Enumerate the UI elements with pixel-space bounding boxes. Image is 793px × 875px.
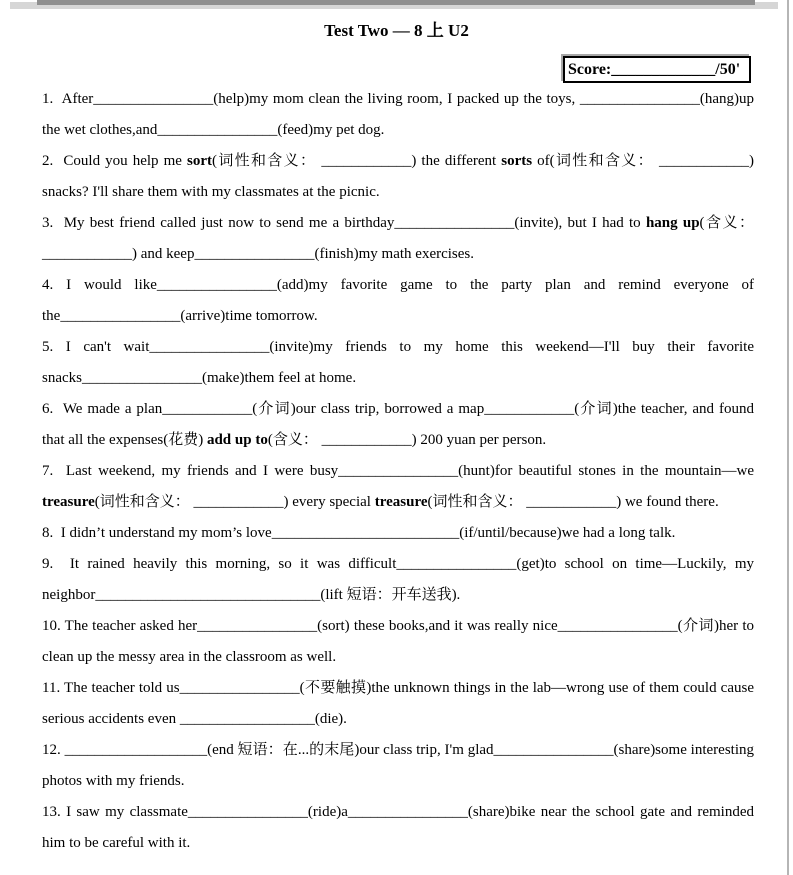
question-2-bold-term: sorts <box>501 153 533 169</box>
question-4-text: 4. I would like________________(add)my favorite game to the party plan and remind everyone of the________________(arrive)time tomorrow. <box>42 277 758 324</box>
question-7-text: 7. Last weekend, my friends and I were busy________________(hunt)for beautiful stones in the mountain—we <box>42 463 758 479</box>
questions <box>42 84 758 859</box>
question-2 <box>42 146 758 208</box>
question-11 <box>42 673 758 735</box>
question-7-text: (词性和含义： ____________) we found there. <box>427 494 719 510</box>
question-11-text: 11. The teacher told us________________(不要触摸)the unknown things in the lab—wrong use of them could cause serious accidents even __________________(die). <box>42 680 758 727</box>
question-7-bold-term: treasure <box>374 494 428 510</box>
question-10-text: 10. The teacher asked her________________(sort) these books,and it was really nice________________(介词)her to clean up the messy area in the classroom as well. <box>42 618 758 665</box>
question-2-bold-term: sort <box>187 153 213 169</box>
question-6-text: (含义： ____________) 200 yuan per person. <box>267 432 547 448</box>
score-label: Score:_____________/50' <box>568 61 741 78</box>
question-1-text: 1. After________________(help)my mom clean the living room, I packed up the toys, ________________(hang)up the wet clothes,and________________(feed)my pet dog. <box>42 91 758 138</box>
question-2-text: (词性和含义： ____________) the different <box>212 153 502 169</box>
page-right-edge-line <box>787 0 789 875</box>
question-6-bold-term: add up to <box>206 432 268 448</box>
question-7 <box>42 456 758 518</box>
question-10 <box>42 611 758 673</box>
question-4 <box>42 270 758 332</box>
question-12 <box>42 735 758 797</box>
question-13 <box>42 797 758 859</box>
page-top-edge <box>37 0 755 5</box>
question-5-text: 5. I can't wait________________(invite)my friends to my home this weekend—I'll buy their favorite snacks________________(make)them feel at home. <box>42 339 758 386</box>
question-2-text: 2. Could you help me <box>42 153 188 169</box>
question-6 <box>42 394 758 456</box>
question-7-text: (词性和含义： ____________) every special <box>94 494 375 510</box>
question-12-text: 12. ___________________(end 短语：在...的末尾)our class trip, I'm glad________________(share)some interesting photos with my friends. <box>42 742 758 789</box>
score-box <box>563 56 751 83</box>
question-3-text: (含义： ____________) and keep________________(finish)my math exercises. <box>42 215 758 262</box>
question-2-text: of(词性和含义： ____________) snacks? I'll share them with my classmates at the picnic. <box>42 153 758 200</box>
question-1 <box>42 84 758 146</box>
question-7-bold-term: treasure <box>42 494 95 510</box>
question-9-text: 9. It rained heavily this morning, so it was difficult________________(get)to school on time—Luckily, my neighbor______________________________(lift 短语：开车送我). <box>42 556 758 603</box>
page-title: Test Two — 8 上 U2 <box>324 21 469 40</box>
question-9 <box>42 549 758 611</box>
question-6-text: 6. We made a plan____________(介词)our class trip, borrowed a map____________(介词)the teacher, and found that all the expenses(花费) <box>42 401 758 448</box>
question-8-text: 8. I didn’t understand my mom’s love_________________________(if/until/because)we had a long talk. <box>42 525 676 541</box>
question-13-text: 13. I saw my classmate________________(ride)a________________(share)bike near the school gate and reminded him to be careful with it. <box>42 804 758 851</box>
question-3-bold-term: hang up <box>645 215 700 231</box>
question-3-text: 3. My best friend called just now to send me a birthday________________(invite), but I had to <box>42 215 646 231</box>
question-8 <box>42 518 754 549</box>
question-5 <box>42 332 758 394</box>
question-3 <box>42 208 758 270</box>
